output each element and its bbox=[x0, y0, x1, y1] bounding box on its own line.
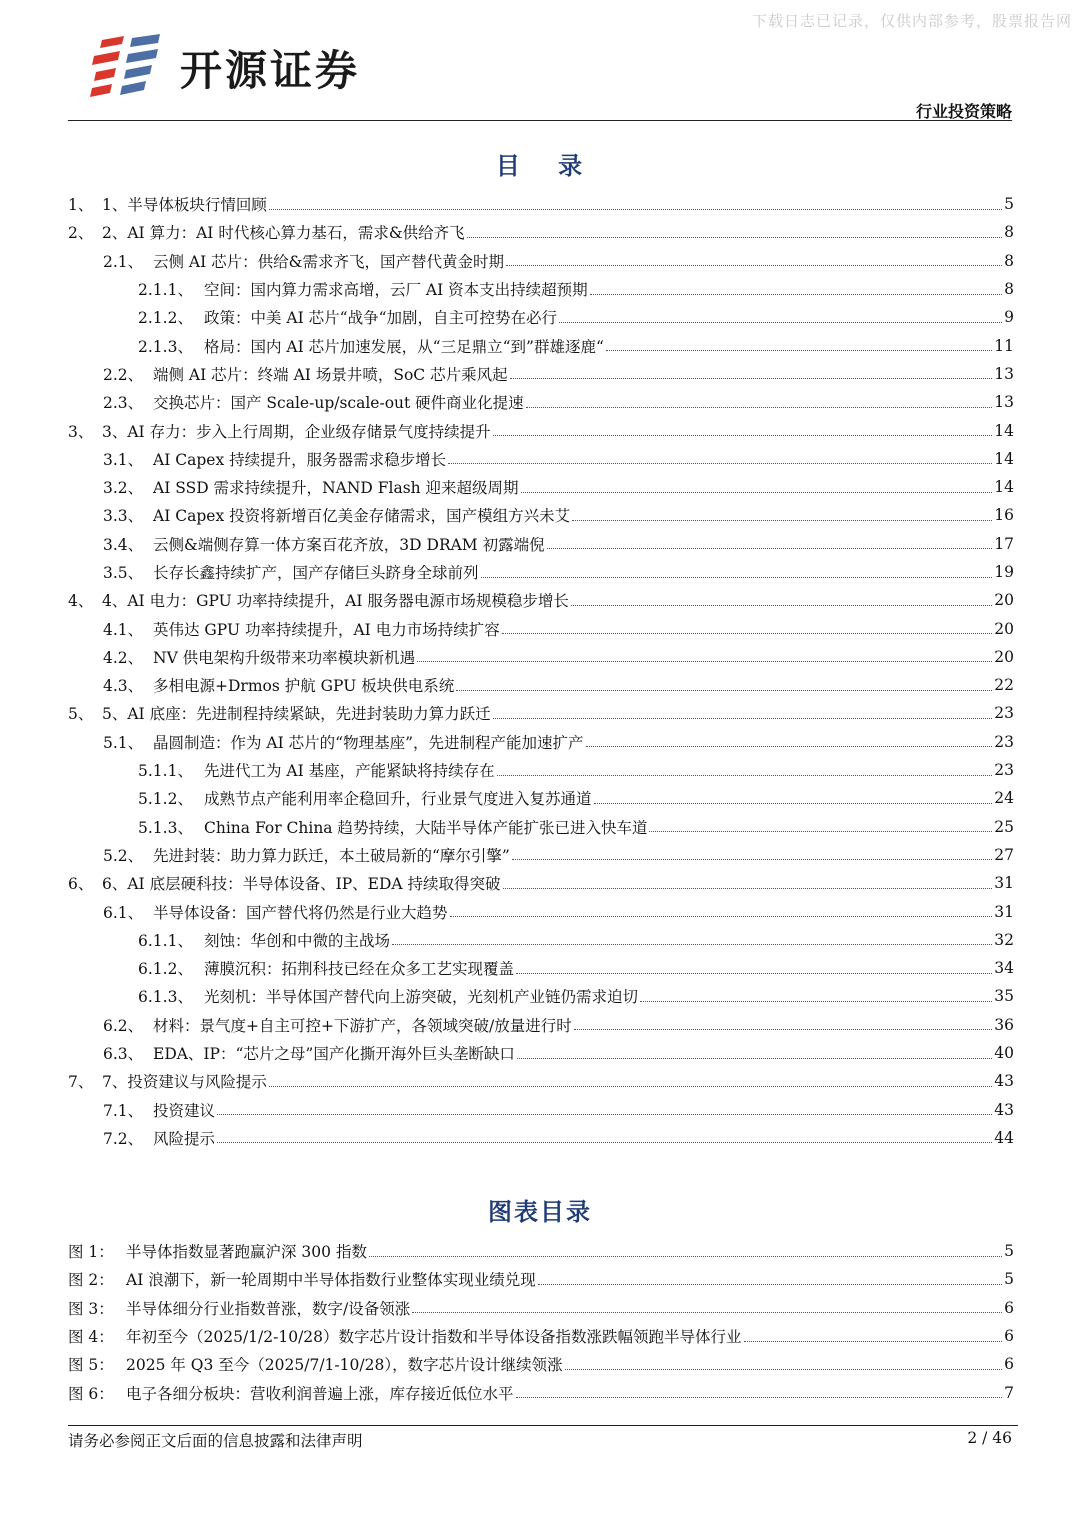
dot-leader bbox=[640, 1001, 992, 1002]
toc-entry[interactable] bbox=[68, 643, 1014, 671]
company-logo bbox=[88, 34, 408, 98]
entry-page: 5 bbox=[1004, 195, 1014, 214]
entry-number: 图 1： bbox=[68, 1243, 114, 1262]
entry-number: 6.1、 bbox=[103, 903, 144, 922]
entry-number: 2.1.1、 bbox=[138, 281, 193, 300]
entry-title: 半导体指数显著跑赢沪深 300 指数 bbox=[126, 1243, 367, 1262]
dot-leader bbox=[369, 1256, 1002, 1257]
entry-page: 20 bbox=[994, 591, 1014, 610]
entry-title: AI Capex 投资将新增百亿美金存储需求，国产模组方兴未艾 bbox=[153, 507, 571, 526]
entry-title: 端侧 AI 芯片：终端 AI 场景井喷，SoC 芯片乘风起 bbox=[153, 365, 508, 384]
dot-leader bbox=[594, 803, 993, 804]
entry-title: 6、AI 底层硬科技：半导体设备、IP、EDA 持续取得突破 bbox=[102, 875, 501, 894]
entry-title: 空间：国内算力需求高增，云厂 AI 资本支出持续超预期 bbox=[204, 281, 588, 300]
toc-entry[interactable] bbox=[68, 614, 1014, 642]
entry-title: 多相电源+Drmos 护航 GPU 板块供电系统 bbox=[153, 677, 455, 696]
entry-number: 图 5： bbox=[68, 1356, 114, 1375]
watermark: 下载日志已记录，仅供内部参考，股票报告网 bbox=[751, 12, 1072, 30]
entry-title: 英伟达 GPU 功率持续提升，AI 电力市场持续扩容 bbox=[153, 620, 500, 639]
entry-page: 13 bbox=[994, 364, 1014, 383]
entry-title: EDA、IP：“芯片之母”国产化撕开海外巨头垄断缺口 bbox=[153, 1045, 515, 1064]
entry-title: 薄膜沉积：拓荆科技已经在众多工艺实现覆盖 bbox=[204, 960, 515, 979]
toc-entry[interactable] bbox=[68, 699, 1014, 727]
entry-number: 4、 bbox=[68, 592, 94, 611]
entry-title: 风险提示 bbox=[153, 1129, 216, 1148]
entry-page: 13 bbox=[994, 393, 1014, 412]
entry-title: 电子各细分板块：营收利润普遍上涨，库存接近低位水平 bbox=[126, 1384, 514, 1403]
toc-entry[interactable] bbox=[68, 275, 1014, 303]
entry-title: 年初至今（2025/1/2-10/28）数字芯片设计指数和半导体设备指数涨跌幅领跑半导体行业 bbox=[126, 1328, 742, 1347]
entry-number: 2.2、 bbox=[103, 365, 144, 384]
entry-number: 6、 bbox=[68, 875, 94, 894]
entry-number: 2.3、 bbox=[103, 394, 144, 413]
toc-entry[interactable] bbox=[68, 728, 1014, 756]
toc-entry[interactable] bbox=[68, 954, 1014, 982]
entry-page: 8 bbox=[1004, 251, 1014, 270]
entry-title: AI SSD 需求持续提升，NAND Flash 迎来超级周期 bbox=[153, 479, 519, 498]
dot-leader bbox=[502, 633, 993, 634]
entry-number: 2.1、 bbox=[103, 252, 144, 271]
dot-leader bbox=[467, 237, 1002, 238]
entry-page: 31 bbox=[994, 874, 1014, 893]
entry-number: 3.5、 bbox=[103, 564, 144, 582]
entry-page: 43 bbox=[994, 1072, 1014, 1091]
toc-entry[interactable] bbox=[68, 671, 1014, 699]
entry-page: 43 bbox=[994, 1100, 1014, 1119]
entry-title: 光刻机：半导体国产替代向上游突破，光刻机产业链仍需求迫切 bbox=[204, 988, 639, 1007]
dot-leader bbox=[565, 1369, 1003, 1370]
entry-page: 32 bbox=[994, 930, 1014, 949]
entry-number: 5.1、 bbox=[103, 733, 144, 752]
entry-title: 成熟节点产能利用率企稳回升，行业景气度进入复苏通道 bbox=[204, 790, 592, 809]
figure-entry[interactable] bbox=[68, 1237, 1014, 1265]
entry-title: 云侧&端侧存算一体方案百花齐放，3D DRAM 初露端倪 bbox=[153, 535, 545, 554]
toc-entry[interactable] bbox=[68, 416, 1014, 444]
entry-title: 4、AI 电力：GPU 功率持续提升，AI 服务器电源市场规模稳步增长 bbox=[102, 592, 569, 611]
entry-number: 2.1.2、 bbox=[138, 309, 193, 328]
entry-number: 6.1.3、 bbox=[138, 988, 193, 1007]
dot-leader bbox=[521, 492, 993, 493]
entry-page: 22 bbox=[994, 676, 1014, 695]
dot-leader bbox=[269, 1086, 992, 1087]
entry-title: 材料：景气度+自主可控+下游扩产，各领域突破/放量进行时 bbox=[153, 1016, 572, 1035]
entry-page: 35 bbox=[994, 987, 1014, 1006]
entry-number: 6.3、 bbox=[103, 1045, 144, 1064]
entry-title: 投资建议 bbox=[153, 1101, 216, 1120]
toc-entry[interactable] bbox=[68, 218, 1014, 246]
toc-entry[interactable] bbox=[68, 445, 1014, 473]
figure-entry[interactable] bbox=[68, 1350, 1014, 1378]
page-number: 2 / 46 bbox=[967, 1429, 1012, 1447]
toc-entry[interactable] bbox=[68, 756, 1014, 784]
figure-list bbox=[68, 1237, 1014, 1407]
figure-entry[interactable] bbox=[68, 1378, 1014, 1406]
entry-number: 7、 bbox=[68, 1073, 94, 1092]
entry-page: 8 bbox=[1004, 280, 1014, 299]
toc-entry[interactable] bbox=[68, 841, 1014, 869]
dot-leader bbox=[590, 294, 1002, 295]
entry-page: 25 bbox=[994, 817, 1014, 836]
report-type: 行业投资策略 bbox=[915, 102, 1012, 121]
dot-leader bbox=[606, 350, 992, 351]
entry-page: 20 bbox=[994, 647, 1014, 666]
entry-number: 6.2、 bbox=[103, 1016, 144, 1035]
entry-number: 4.3、 bbox=[103, 677, 144, 696]
entry-number: 4.1、 bbox=[103, 620, 144, 639]
entry-number: 5、 bbox=[68, 705, 94, 724]
entry-number: 3.3、 bbox=[103, 507, 144, 526]
toc-entry[interactable] bbox=[68, 473, 1014, 501]
entry-page: 31 bbox=[994, 902, 1014, 921]
toc-entry[interactable] bbox=[68, 388, 1014, 416]
entry-page: 34 bbox=[994, 959, 1014, 978]
entry-number: 5.1.2、 bbox=[138, 790, 193, 809]
entry-page: 5 bbox=[1004, 1270, 1014, 1289]
dot-leader bbox=[392, 944, 992, 945]
dot-leader bbox=[516, 973, 992, 974]
entry-page: 5 bbox=[1004, 1242, 1014, 1261]
figure-entry[interactable] bbox=[68, 1265, 1014, 1293]
dot-leader bbox=[572, 520, 992, 521]
entry-title: 长存长鑫持续扩产，国产存储巨头跻身全球前列 bbox=[153, 564, 479, 582]
entry-title: 2025 年 Q3 至今（2025/7/1-10/28），数字芯片设计继续领涨 bbox=[126, 1356, 563, 1375]
entry-number: 5.2、 bbox=[103, 846, 144, 865]
dot-leader bbox=[574, 1029, 993, 1030]
entry-number: 5.1.1、 bbox=[138, 762, 193, 781]
toc-entry[interactable] bbox=[68, 1096, 1014, 1124]
toc-entry[interactable] bbox=[68, 247, 1014, 275]
toc-entry[interactable] bbox=[68, 530, 1014, 558]
toc-entry[interactable] bbox=[68, 1011, 1014, 1039]
entry-number: 图 4： bbox=[68, 1328, 114, 1347]
dot-leader bbox=[493, 718, 993, 719]
toc-entry[interactable] bbox=[68, 926, 1014, 954]
dot-leader bbox=[497, 775, 993, 776]
toc-entry[interactable] bbox=[68, 360, 1014, 388]
dot-leader bbox=[493, 435, 993, 436]
entry-page: 27 bbox=[994, 845, 1014, 864]
entry-title: 先进封装：助力算力跃迁，本土破局新的“摩尔引擎” bbox=[153, 846, 510, 865]
entry-title: 格局：国内 AI 芯片加速发展，从“三足鼎立“到”群雄逐鹿“ bbox=[204, 337, 604, 356]
toc-entry[interactable] bbox=[68, 558, 1014, 586]
entry-page: 17 bbox=[994, 534, 1014, 553]
entry-title: 政策：中美 AI 芯片“战争“加剧，自主可控势在必行 bbox=[204, 309, 558, 328]
entry-page: 8 bbox=[1004, 223, 1014, 242]
toc-title: 目 录 bbox=[495, 151, 585, 180]
entry-page: 36 bbox=[994, 1015, 1014, 1034]
entry-page: 11 bbox=[994, 336, 1014, 355]
entry-title: AI Capex 持续提升，服务器需求稳步增长 bbox=[153, 450, 447, 469]
toc-entry[interactable] bbox=[68, 897, 1014, 925]
toc-entry[interactable] bbox=[68, 784, 1014, 812]
dot-leader bbox=[547, 548, 993, 549]
entry-page: 9 bbox=[1004, 308, 1014, 327]
company-name: 开源证券 bbox=[180, 46, 361, 95]
header-divider bbox=[68, 120, 1012, 121]
dot-leader bbox=[510, 378, 993, 379]
entry-title: 半导体设备：国产替代将仍然是行业大趋势 bbox=[153, 903, 448, 922]
dot-leader bbox=[456, 690, 992, 691]
entry-title: 半导体细分行业指数普涨，数字/设备领涨 bbox=[126, 1299, 411, 1318]
entry-page: 6 bbox=[1004, 1327, 1014, 1346]
entry-title: NV 供电架构升级带来功率模块新机遇 bbox=[153, 648, 416, 667]
entry-number: 3.2、 bbox=[103, 479, 144, 498]
dot-leader bbox=[526, 407, 993, 408]
entry-page: 23 bbox=[994, 732, 1014, 751]
footer-disclaimer: 请务必参阅正文后面的信息披露和法律声明 bbox=[68, 1432, 363, 1450]
dot-leader bbox=[512, 859, 992, 860]
entry-title: 1、半导体板块行情回顾 bbox=[102, 196, 267, 215]
dot-leader bbox=[448, 463, 992, 464]
entry-page: 7 bbox=[1004, 1383, 1014, 1402]
dot-leader bbox=[517, 1058, 992, 1059]
dot-leader bbox=[649, 831, 992, 832]
entry-title: 5、AI 底座：先进制程持续紧缺，先进封装助力算力跃迁 bbox=[102, 705, 491, 724]
toc-entry[interactable] bbox=[68, 982, 1014, 1010]
toc-entry[interactable] bbox=[68, 501, 1014, 529]
toc-entry[interactable] bbox=[68, 303, 1014, 331]
dot-leader bbox=[571, 605, 992, 606]
dot-leader bbox=[450, 916, 993, 917]
entry-page: 20 bbox=[994, 619, 1014, 638]
entry-page: 23 bbox=[994, 704, 1014, 723]
toc-entry[interactable] bbox=[68, 1067, 1014, 1095]
entry-title: 交换芯片：国产 Scale-up/scale-out 硬件商业化提速 bbox=[153, 394, 524, 413]
entry-page: 16 bbox=[994, 506, 1014, 525]
table-of-contents bbox=[68, 190, 1014, 1152]
toc-entry[interactable] bbox=[68, 586, 1014, 614]
entry-page: 14 bbox=[994, 421, 1014, 440]
dot-leader bbox=[506, 265, 1002, 266]
dot-leader bbox=[412, 1312, 1002, 1313]
entry-number: 4.2、 bbox=[103, 648, 144, 667]
entry-title: AI 浪潮下，新一轮周期中半导体指数行业整体实现业绩兑现 bbox=[126, 1271, 536, 1290]
dot-leader bbox=[417, 661, 992, 662]
figure-list-title: 图表目录 bbox=[488, 1197, 592, 1226]
entry-page: 14 bbox=[994, 478, 1014, 497]
figure-entry[interactable] bbox=[68, 1322, 1014, 1350]
entry-page: 14 bbox=[994, 449, 1014, 468]
entry-number: 2、 bbox=[68, 224, 94, 243]
dot-leader bbox=[559, 322, 1002, 323]
dot-leader bbox=[516, 1397, 1003, 1398]
entry-number: 图 2： bbox=[68, 1271, 114, 1290]
toc-entry[interactable] bbox=[68, 1039, 1014, 1067]
toc-entry[interactable] bbox=[68, 869, 1014, 897]
entry-page: 44 bbox=[994, 1128, 1014, 1147]
entry-number: 图 6： bbox=[68, 1384, 114, 1403]
dot-leader bbox=[217, 1114, 992, 1115]
dot-leader bbox=[217, 1142, 992, 1143]
entry-title: 云侧 AI 芯片：供给&需求齐飞，国产替代黄金时期 bbox=[153, 252, 504, 271]
entry-number: 3、 bbox=[68, 422, 94, 441]
entry-title: 3、AI 存力：步入上行周期，企业级存储景气度持续提升 bbox=[102, 422, 491, 441]
dot-leader bbox=[481, 577, 993, 578]
entry-number: 2.1.3、 bbox=[138, 337, 193, 356]
entry-page: 23 bbox=[994, 761, 1014, 780]
dot-leader bbox=[269, 209, 1002, 210]
entry-title: 7、投资建议与风险提示 bbox=[102, 1073, 267, 1092]
toc-entry[interactable] bbox=[68, 1124, 1014, 1152]
entry-page: 19 bbox=[994, 563, 1014, 581]
entry-title: China For China 趋势持续，大陆半导体产能扩张已进入快车道 bbox=[204, 818, 648, 837]
dot-leader bbox=[744, 1341, 1003, 1342]
toc-entry[interactable] bbox=[68, 813, 1014, 841]
entry-number: 7.2、 bbox=[103, 1129, 144, 1148]
entry-title: 2、AI 算力：AI 时代核心算力基石，需求&供给齐飞 bbox=[102, 224, 465, 243]
entry-number: 1、 bbox=[68, 196, 94, 215]
footer-divider bbox=[68, 1425, 1018, 1426]
entry-number: 6.1.2、 bbox=[138, 960, 193, 979]
entry-page: 6 bbox=[1004, 1355, 1014, 1374]
toc-entry[interactable] bbox=[68, 190, 1014, 218]
logo-mark-icon bbox=[88, 34, 168, 98]
toc-entry[interactable] bbox=[68, 331, 1014, 359]
entry-page: 24 bbox=[994, 789, 1014, 808]
entry-title: 先进代工为 AI 基座，产能紧缺将持续存在 bbox=[204, 762, 495, 781]
entry-title: 晶圆制造：作为 AI 芯片的“物理基座”，先进制程产能加速扩产 bbox=[153, 733, 584, 752]
entry-number: 3.4、 bbox=[103, 535, 144, 554]
entry-number: 6.1.1、 bbox=[138, 931, 193, 950]
dot-leader bbox=[503, 888, 993, 889]
entry-page: 6 bbox=[1004, 1298, 1014, 1317]
figure-entry[interactable] bbox=[68, 1294, 1014, 1322]
entry-number: 5.1.3、 bbox=[138, 818, 193, 837]
entry-number: 3.1、 bbox=[103, 450, 144, 469]
dot-leader bbox=[586, 746, 993, 747]
entry-number: 图 3： bbox=[68, 1299, 114, 1318]
dot-leader bbox=[538, 1284, 1002, 1285]
entry-title: 刻蚀：华创和中微的主战场 bbox=[204, 931, 391, 950]
entry-number: 7.1、 bbox=[103, 1101, 144, 1120]
entry-page: 40 bbox=[994, 1044, 1014, 1063]
